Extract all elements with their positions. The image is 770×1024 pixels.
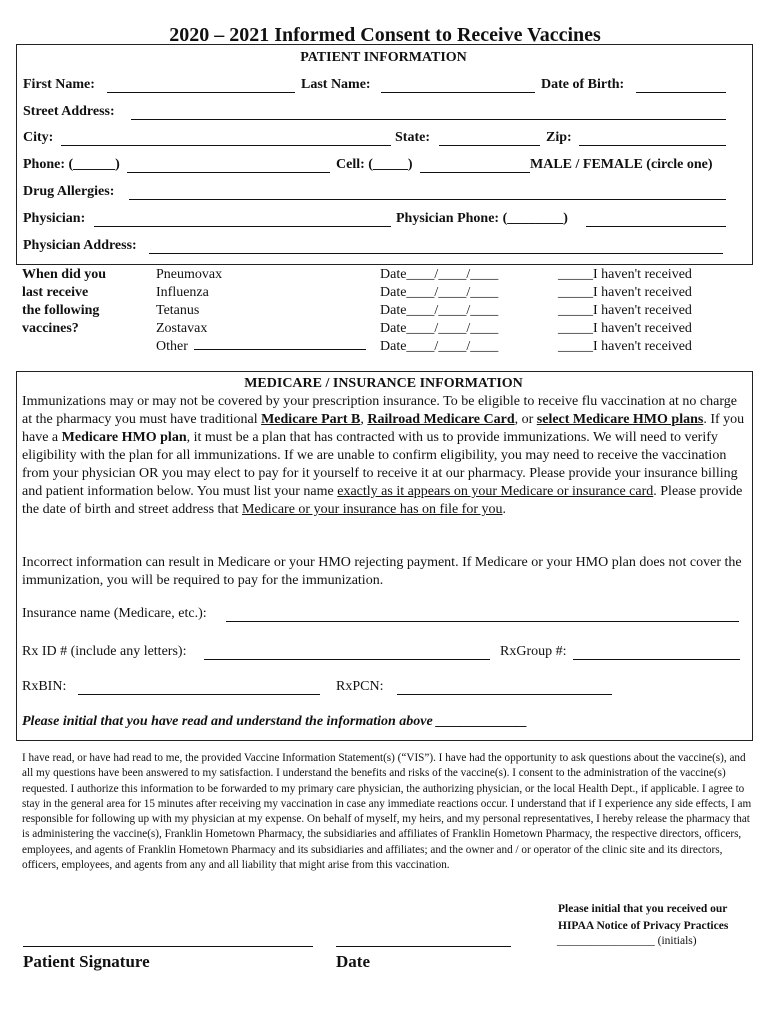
insurance-name-field[interactable]	[226, 621, 739, 622]
not-received-option[interactable]: _____I haven't received	[558, 321, 692, 336]
vaccine-date-field[interactable]: Date____/____/____	[380, 267, 499, 282]
zip-field[interactable]	[579, 145, 726, 146]
state-field[interactable]	[439, 145, 540, 146]
physician-phone-field[interactable]	[586, 226, 726, 227]
patient-information-box	[16, 44, 753, 265]
insurance-eligibility-paragraph	[22, 393, 746, 519]
last-name-label: Last Name:	[301, 77, 371, 92]
date-label: Date	[336, 952, 370, 971]
question-line: When did you	[22, 267, 107, 282]
vaccine-name: Zostavax	[156, 321, 208, 336]
first-name-field[interactable]	[107, 92, 295, 93]
vaccine-date-field[interactable]: Date____/____/____	[380, 321, 499, 336]
paragraph-text: , it must be a plan that has contracted with us to provide immunizations. We will need to verify eligibility with the plan for all immunizations. If we are unable to confirm eligibility, you may need to receive the vaccination from your physician OR you may elect to pay for it yourself to receive it at our pharmacy. Please provide your insurance billing and patient information below. You must list your name	[22, 430, 738, 499]
phone-field[interactable]	[127, 172, 330, 173]
not-received-option[interactable]: _____I haven't received	[558, 267, 692, 282]
patient-signature-label: Patient Signature	[23, 952, 150, 971]
form-title: 2020 – 2021 Informed Consent to Receive Vaccines	[169, 24, 601, 46]
hipaa-line: HIPAA Notice of Privacy Practices	[558, 920, 729, 932]
physician-address-field[interactable]	[149, 253, 723, 254]
medicare-part-b-text: Medicare Part B	[261, 412, 361, 427]
cell-label: Cell: (_____)	[336, 157, 413, 172]
rx-id-field[interactable]	[204, 659, 490, 660]
city-field[interactable]	[61, 145, 391, 146]
vaccine-date-fields	[380, 266, 498, 356]
rx-id-label: Rx ID # (include any letters):	[22, 644, 187, 659]
hipaa-notice	[558, 901, 728, 935]
on-file-text: Medicare or your insurance has on file for you	[242, 502, 503, 517]
date-of-birth-label: Date of Birth:	[541, 77, 625, 92]
paragraph-text: . If you have a	[22, 412, 745, 445]
physician-label: Physician:	[23, 211, 86, 226]
physician-field[interactable]	[94, 226, 391, 227]
not-received-option[interactable]: _____I haven't received	[558, 285, 692, 300]
consent-statement: I have read, or have had read to me, the provided Vaccine Information Statement(s) (“VIS”). I have had the opportunity to ask questions about the vaccine(s), and all my questions have been answered to my satisfaction. I understand the benefits and risks of the vaccine(s). I consent to the administration of the vaccine(s) requested. I authorize this information to be forwarded to my primary care physician, the authorizing physician, or the local Health Dept., if applicable. I agree to stay in the general area for 15 minutes after receiving my vaccination in case any immediate reactions occur. I understand that if I experience any side effects, I am responsible for following up with my physician at my expense. On behalf of myself, my heirs, and my personal representatives, I hereby release the pharmacy that is administering the vaccine(s), Franklin Hometown Pharmacy, the subsidiaries and affiliates of Franklin Hometown Pharmacy, the respective directors, officers, employees, and agents of Franklin Hometown Pharmacy and its subsidiaries and affiliates; and the owner and / or operator of the clinic site and its directors, officers, employees, and agents from any and all liability that might arise from this vaccination.	[22, 752, 752, 872]
medicare-hmo-plans-text: select Medicare HMO plans	[536, 412, 704, 427]
phone-label: Phone: (______)	[23, 157, 120, 172]
drug-allergies-field[interactable]	[129, 199, 726, 200]
not-received-option[interactable]: _____I haven't received	[558, 303, 692, 318]
railroad-medicare-text: Railroad Medicare Card	[367, 412, 515, 427]
paragraph-text: . Please provide the date of birth and street address that	[22, 484, 743, 517]
vaccine-history-question	[22, 266, 106, 338]
not-received-option[interactable]: _____I haven't received	[558, 339, 692, 354]
zip-label: Zip:	[546, 130, 572, 145]
vaccine-date-field[interactable]: Date____/____/____	[380, 303, 499, 318]
street-address-label: Street Address:	[23, 104, 115, 119]
insurance-name-label: Insurance name (Medicare, etc.):	[22, 606, 207, 621]
cell-field[interactable]	[420, 172, 530, 173]
physician-address-label: Physician Address:	[23, 238, 137, 253]
rx-group-field[interactable]	[573, 659, 740, 660]
hipaa-line: Please initial that you received our	[558, 903, 728, 915]
rx-pcn-label: RxPCN:	[336, 679, 384, 694]
insurance-information-header: MEDICARE / INSURANCE INFORMATION	[244, 376, 523, 391]
incorrect-information-paragraph: Incorrect information can result in Medicare or your HMO rejecting payment. If Medicare or your HMO plan does not cover the immunization, you will be required to pay for the immunization.	[22, 555, 742, 588]
vaccine-name: Influenza	[156, 285, 209, 300]
street-address-field[interactable]	[131, 119, 726, 120]
first-name-label: First Name:	[23, 77, 95, 92]
patient-signature-field[interactable]	[23, 946, 313, 947]
last-name-field[interactable]	[381, 92, 535, 93]
gender-selector[interactable]: MALE / FEMALE (circle one)	[530, 157, 713, 172]
city-label: City:	[23, 130, 54, 145]
other-vaccine-field[interactable]	[194, 348, 366, 350]
physician-phone-label: Physician Phone: (________)	[396, 211, 568, 226]
vaccine-name: Tetanus	[156, 303, 200, 318]
other-vaccine-label: Other	[156, 339, 188, 354]
rx-group-label: RxGroup #:	[500, 644, 567, 659]
state-label: State:	[395, 130, 430, 145]
insurance-initial-field[interactable]: Please initial that you have read and understand the information above _____________	[22, 714, 528, 729]
paragraph-text: , or	[514, 412, 537, 427]
hipaa-initials-field[interactable]: _________________ (initials)	[557, 935, 697, 947]
question-line: vaccines?	[22, 321, 79, 336]
drug-allergies-label: Drug Allergies:	[23, 184, 115, 199]
rx-bin-field[interactable]	[78, 694, 320, 695]
patient-information-header: PATIENT INFORMATION	[300, 50, 467, 65]
not-received-checks	[558, 266, 692, 356]
question-line: the following	[22, 303, 100, 318]
date-of-birth-field[interactable]	[636, 92, 726, 93]
vaccine-name	[156, 338, 369, 356]
vaccine-name: Pneumovax	[156, 267, 223, 282]
question-line: last receive	[22, 285, 89, 300]
paragraph-text: ,	[360, 412, 368, 427]
rx-pcn-field[interactable]	[397, 694, 612, 695]
rx-bin-label: RxBIN:	[22, 679, 67, 694]
medicare-hmo-plan-text: Medicare HMO plan	[61, 430, 187, 445]
vaccine-date-field[interactable]: Date____/____/____	[380, 285, 499, 300]
date-signature-field[interactable]	[336, 946, 511, 947]
vaccine-list	[156, 266, 369, 356]
paragraph-text: Immunizations may or may not be covered by your prescription insurance. To be eligible to receive flu vaccination at no charge at the pharmacy you must have traditional	[22, 394, 737, 427]
paragraph-text: .	[502, 502, 507, 517]
vaccine-date-field[interactable]: Date____/____/____	[380, 339, 499, 354]
exact-name-text: exactly as it appears on your Medicare or insurance card	[337, 484, 654, 499]
